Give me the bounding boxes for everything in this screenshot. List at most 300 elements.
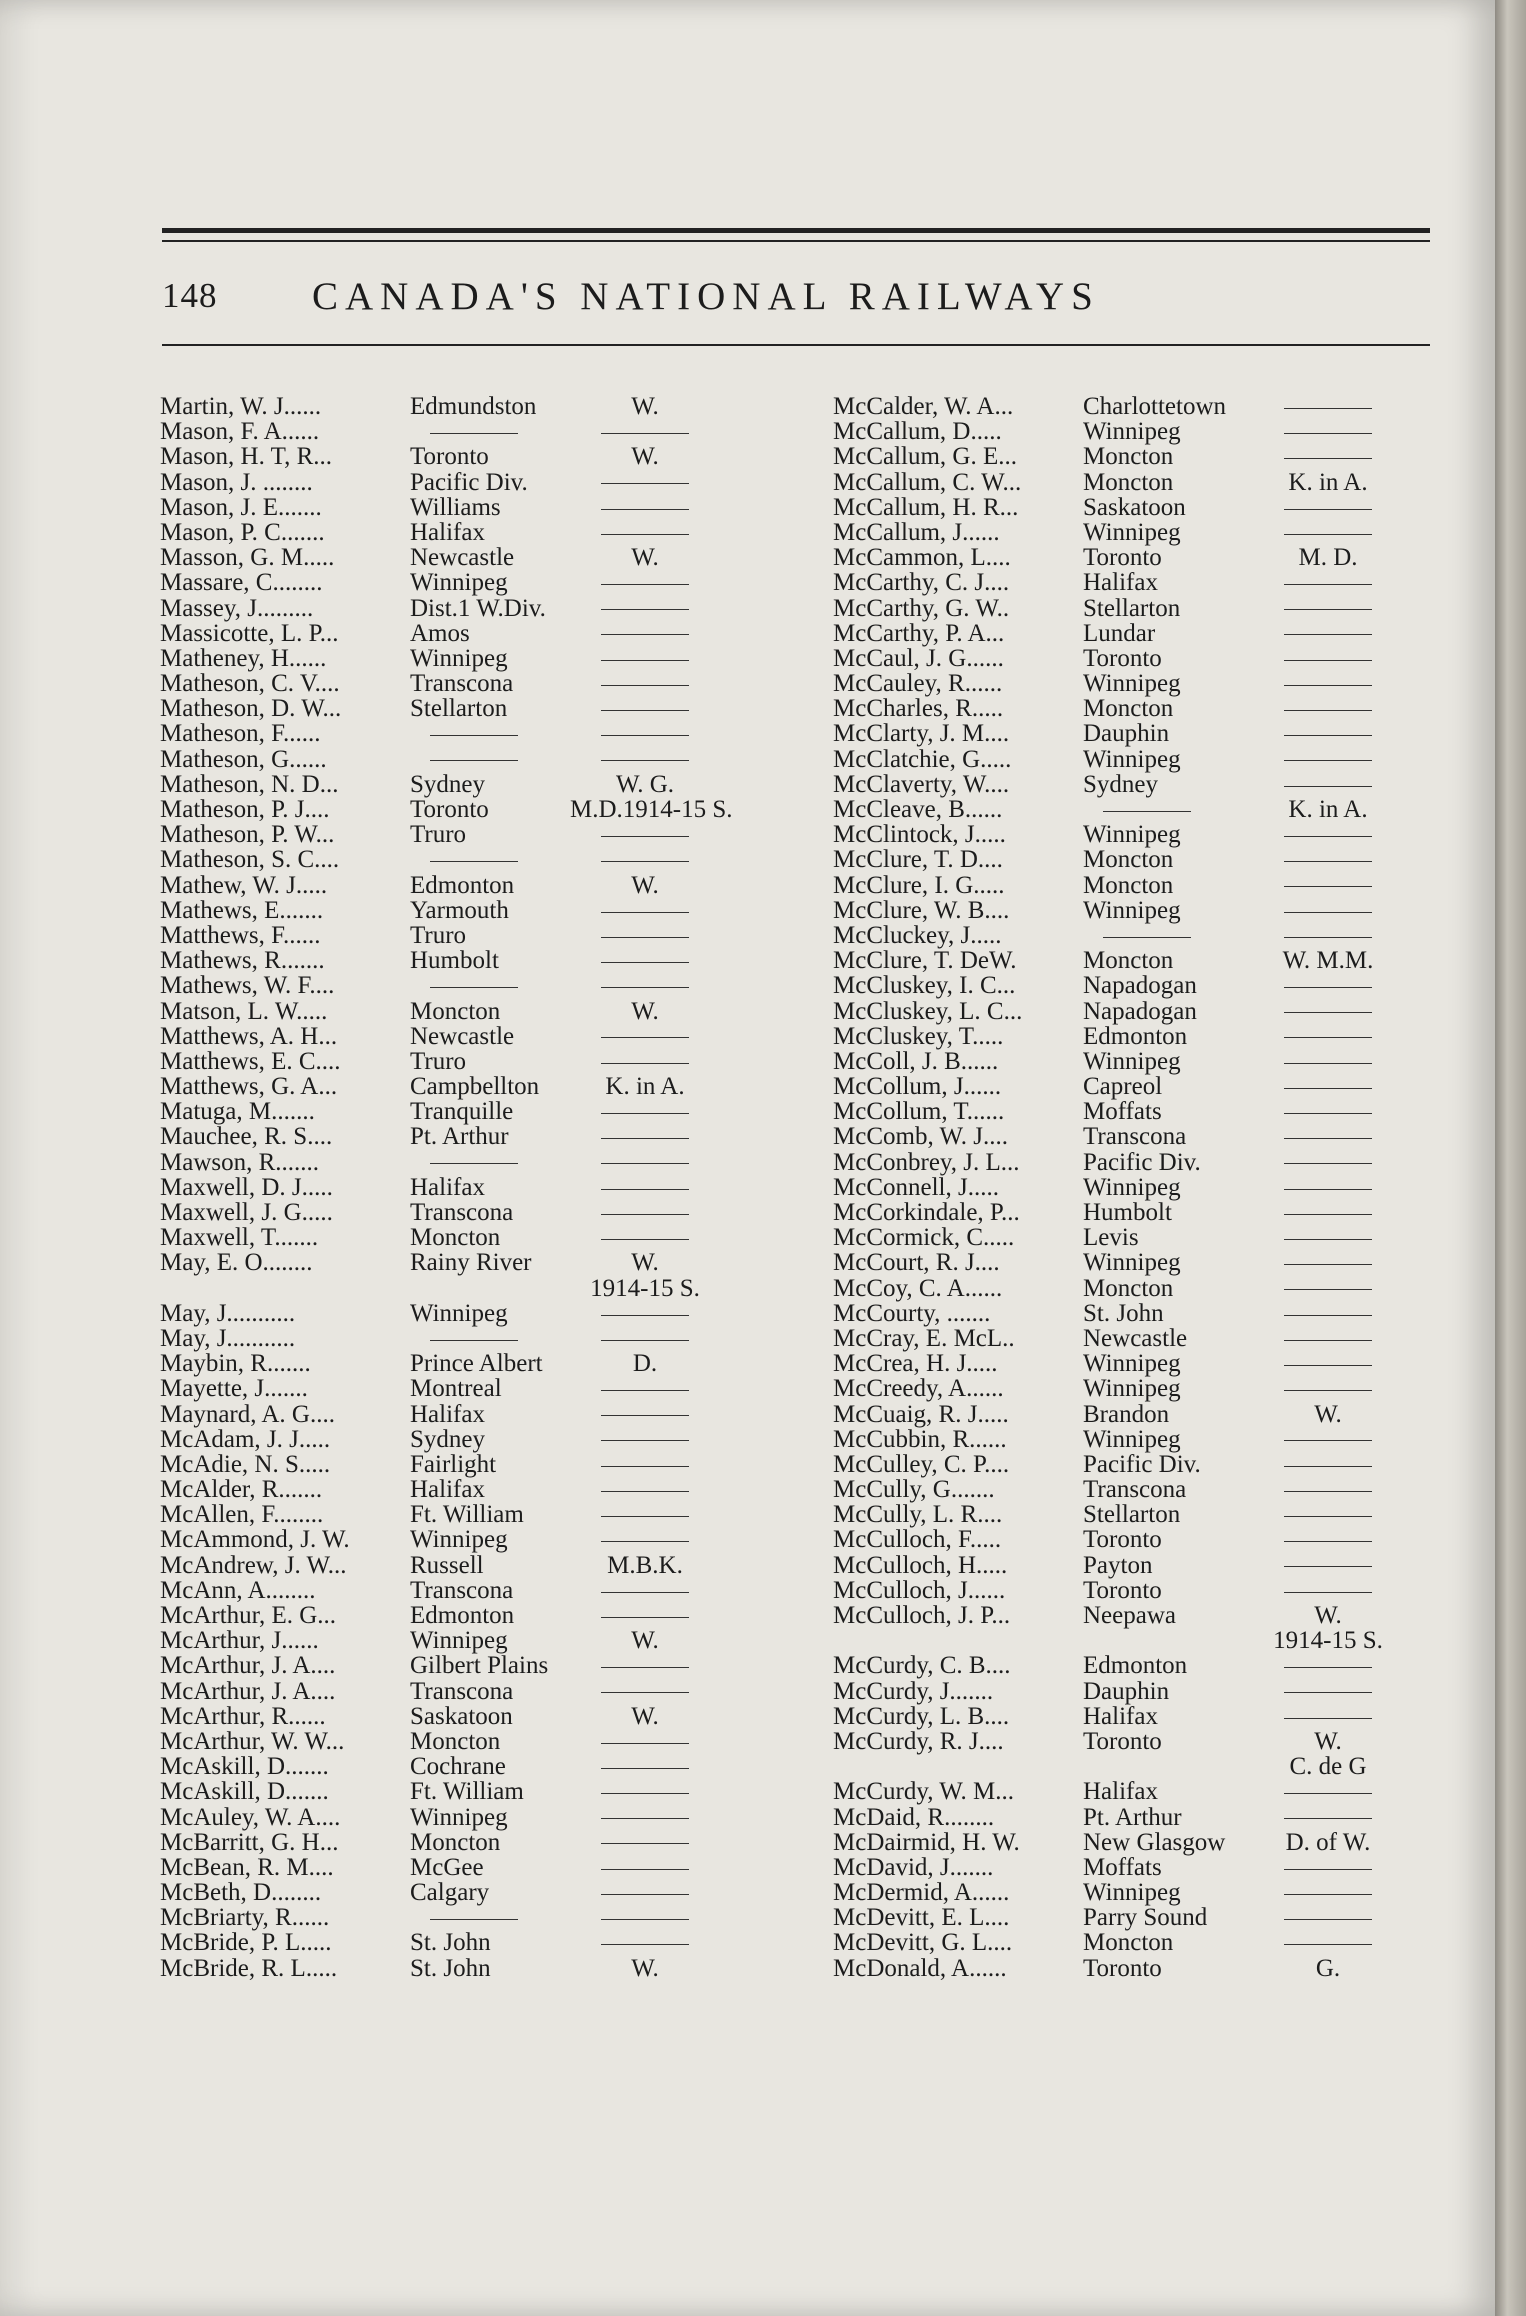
note-blank-rule <box>1284 710 1372 711</box>
employee-name: Mathew, W. J..... <box>160 871 328 899</box>
service-note <box>570 898 720 923</box>
employee-name: McColl, J. B...... <box>833 1047 999 1075</box>
roster-entry <box>160 470 760 495</box>
employee-name: McCurdy, C. B.... <box>833 1652 1011 1680</box>
service-note <box>570 1880 720 1905</box>
roster-entry <box>833 1930 1433 1955</box>
employee-name: McConbrey, J. L... <box>833 1148 1020 1176</box>
roster-entry <box>833 1527 1433 1552</box>
employee-name: Matheson, D. W... <box>160 695 342 723</box>
employee-name: McBride, R. L..... <box>160 1954 338 1982</box>
service-note <box>1253 999 1403 1024</box>
location-blank-rule <box>430 1340 518 1341</box>
note-blank-rule <box>601 609 689 610</box>
service-note <box>570 1779 720 1804</box>
service-note: K. in A. <box>1288 468 1368 496</box>
roster-entry <box>833 923 1433 948</box>
employee-location: Moffats <box>1083 1098 1162 1126</box>
service-note: M.B.K. <box>607 1551 683 1579</box>
service-note <box>1253 495 1403 520</box>
left-column <box>160 394 760 1981</box>
roster-entry <box>833 419 1433 444</box>
note-blank-rule <box>1284 433 1372 434</box>
employee-location: Winnipeg <box>410 1627 508 1655</box>
roster-entry <box>833 1502 1433 1527</box>
roster-entry <box>160 1704 760 1729</box>
note-blank-rule <box>1284 1340 1372 1341</box>
employee-name: McCarthy, G. W.. <box>833 594 1010 622</box>
roster-entry <box>833 570 1433 595</box>
employee-name: Mason, J. ........ <box>160 468 313 496</box>
roster-entry <box>160 1603 760 1628</box>
note-blank-rule <box>601 509 689 510</box>
service-note <box>1253 1880 1403 1905</box>
employee-name: McDermid, A...... <box>833 1879 1010 1907</box>
employee-name: Massey, J......... <box>160 594 314 622</box>
roster-entry <box>160 671 760 696</box>
service-note <box>1253 1250 1403 1275</box>
roster-entry <box>833 1074 1433 1099</box>
employee-location: Newcastle <box>1083 1324 1188 1352</box>
note-blank-rule <box>601 937 689 938</box>
roster-entry <box>160 520 760 545</box>
employee-name: McCaul, J. G...... <box>833 644 1004 672</box>
note-blank-rule <box>1284 660 1372 661</box>
note-blank-rule <box>1284 760 1372 761</box>
employee-name: McCulloch, H..... <box>833 1551 1008 1579</box>
employee-name: Matthews, E. C.... <box>160 1047 341 1075</box>
note-blank-rule <box>601 1315 689 1316</box>
note-blank-rule <box>1284 1793 1372 1794</box>
service-note <box>570 696 720 721</box>
employee-name: McClaverty, W.... <box>833 770 1010 798</box>
service-note <box>570 596 720 621</box>
employee-name: McBriarty, R...... <box>160 1904 330 1932</box>
roster-entry <box>160 1880 760 1905</box>
employee-location: Yarmouth <box>410 896 509 924</box>
service-note <box>1253 772 1403 797</box>
note-blank-rule <box>601 710 689 711</box>
roster-entry <box>160 1905 760 1930</box>
roster-entry <box>833 1956 1433 1981</box>
service-note <box>570 1653 720 1678</box>
roster-entry <box>160 1099 760 1124</box>
employee-location: Winnipeg <box>1083 1173 1181 1201</box>
roster-entry <box>833 1855 1433 1880</box>
employee-name: McCully, L. R.... <box>833 1501 1003 1529</box>
roster-entry <box>160 1250 760 1275</box>
employee-location: Brandon <box>1083 1400 1170 1428</box>
roster-entry <box>833 873 1433 898</box>
note-blank-rule <box>601 1063 689 1064</box>
note-blank-rule <box>1284 1264 1372 1265</box>
service-note: W. <box>631 1702 659 1730</box>
note-blank-rule <box>601 735 689 736</box>
note-blank-rule <box>1284 509 1372 510</box>
service-note: G. <box>1315 1954 1341 1982</box>
roster-entry <box>833 545 1433 570</box>
employee-location: Sydney <box>1083 770 1158 798</box>
employee-name: McCallum, H. R... <box>833 493 1019 521</box>
roster-entry <box>833 1477 1433 1502</box>
note-blank-rule <box>1284 634 1372 635</box>
employee-location <box>410 721 518 746</box>
roster-entry <box>833 1779 1433 1804</box>
service-note <box>1253 1704 1403 1729</box>
service-note <box>1253 1326 1403 1351</box>
service-note <box>570 419 720 444</box>
employee-location: Toronto <box>410 443 489 471</box>
note-blank-rule <box>601 1541 689 1542</box>
employee-name: McCharles, R..... <box>833 695 1004 723</box>
roster-entry <box>160 1200 760 1225</box>
note-blank-rule <box>1284 886 1372 887</box>
employee-name: Mayette, J....... <box>160 1375 308 1403</box>
employee-location: Winnipeg <box>1083 745 1181 773</box>
employee-name: McClarty, J. M.... <box>833 720 1010 748</box>
roster-entry <box>160 621 760 646</box>
employee-name: McAskill, D....... <box>160 1753 329 1781</box>
roster-entry <box>160 570 760 595</box>
employee-name: McClure, T. D.... <box>833 846 1003 874</box>
roster-entry <box>160 444 760 469</box>
employee-location: Halifax <box>1083 1702 1158 1730</box>
note-blank-rule <box>1284 609 1372 610</box>
employee-name: McAdam, J. J..... <box>160 1425 331 1453</box>
roster-entry <box>160 394 760 419</box>
employee-name: McCurdy, J....... <box>833 1677 994 1705</box>
service-note: W. M.M. <box>1282 947 1374 975</box>
service-note <box>570 1502 720 1527</box>
note-blank-rule <box>601 1415 689 1416</box>
roster-entry <box>833 1099 1433 1124</box>
note-blank-rule <box>1284 1088 1372 1089</box>
employee-location: Halifax <box>1083 1778 1158 1806</box>
roster-entry <box>160 1452 760 1477</box>
employee-location: Moncton <box>1083 947 1174 975</box>
employee-location: Toronto <box>410 796 489 823</box>
employee-location <box>410 1326 518 1351</box>
roster-entry <box>833 1351 1433 1376</box>
employee-location: Pt. Arthur <box>410 1123 509 1151</box>
roster-entry <box>160 948 760 973</box>
employee-name: Matuga, M....... <box>160 1098 315 1126</box>
employee-name: McArthur, J...... <box>160 1627 319 1655</box>
employee-name: McCormick, C..... <box>833 1224 1015 1252</box>
note-blank-rule <box>1284 1163 1372 1164</box>
employee-location: Moncton <box>1083 846 1174 874</box>
employee-location: Pt. Arthur <box>1083 1803 1182 1831</box>
employee-location: Dauphin <box>1083 720 1170 748</box>
service-note <box>1253 1502 1403 1527</box>
note-blank-rule <box>601 584 689 585</box>
service-note: D. of W. <box>1285 1828 1371 1856</box>
employee-name: McBride, P. L..... <box>160 1929 332 1957</box>
roster-entry <box>833 721 1433 746</box>
note-blank-rule <box>1284 1440 1372 1441</box>
service-note <box>1253 671 1403 696</box>
employee-name: Mason, P. C....... <box>160 518 325 546</box>
note-blank-rule <box>601 1466 689 1467</box>
employee-location: Transcona <box>1083 1476 1187 1504</box>
roster-entry <box>160 1502 760 1527</box>
employee-location: Truro <box>410 1047 467 1075</box>
service-note <box>1253 1276 1403 1301</box>
note-blank-rule <box>1284 1138 1372 1139</box>
employee-name: Massare, C........ <box>160 569 323 597</box>
service-note: W. <box>631 393 659 420</box>
roster-entry <box>833 747 1433 772</box>
employee-location: Moncton <box>410 1224 501 1252</box>
employee-name: May, E. O........ <box>160 1249 313 1277</box>
roster-entry <box>160 1679 760 1704</box>
running-title: CANADA'S NATIONAL RAILWAYS <box>312 275 1100 318</box>
roster-entry <box>160 1074 760 1099</box>
location-blank-rule <box>1103 937 1191 938</box>
service-note <box>1253 1427 1403 1452</box>
employee-location: Moncton <box>1083 468 1174 496</box>
employee-location: Toronto <box>1083 1576 1162 1604</box>
employee-name: Matheson, G...... <box>160 745 327 773</box>
employee-location: Toronto <box>1083 1727 1162 1755</box>
service-note <box>1253 1175 1403 1200</box>
page-number: 148 <box>162 276 218 315</box>
service-note <box>570 1099 720 1124</box>
roster-entry <box>833 1402 1433 1427</box>
note-blank-rule <box>1284 1919 1372 1920</box>
employee-name: McCluskey, L. C... <box>833 997 1023 1025</box>
service-note <box>570 1124 720 1149</box>
note-blank-rule <box>601 685 689 686</box>
service-note <box>1253 898 1403 923</box>
employee-name: McAlder, R....... <box>160 1476 323 1504</box>
roster-entry <box>160 747 760 772</box>
roster-entry <box>160 1653 760 1678</box>
service-note <box>570 923 720 948</box>
service-note <box>1253 1225 1403 1250</box>
employee-name: McCulloch, F..... <box>833 1526 1002 1554</box>
service-note <box>570 1049 720 1074</box>
employee-name: McCluskey, T..... <box>833 1022 1004 1050</box>
service-note <box>1253 873 1403 898</box>
service-note <box>1253 1905 1403 1930</box>
employee-location: Prince Albert <box>410 1350 543 1378</box>
note-blank-rule <box>601 1793 689 1794</box>
note-blank-rule <box>601 1390 689 1391</box>
service-note <box>1253 570 1403 595</box>
employee-name: May, J........... <box>160 1324 296 1352</box>
location-blank-rule <box>430 1163 518 1164</box>
employee-location: Saskatoon <box>1083 493 1186 521</box>
roster-entry <box>160 1578 760 1603</box>
roster-entry <box>833 1024 1433 1049</box>
roster-entry <box>160 1225 760 1250</box>
note-blank-rule <box>601 1869 689 1870</box>
note-blank-rule <box>1284 1012 1372 1013</box>
employee-location: McGee <box>410 1853 484 1881</box>
service-note: 1914-15 S. <box>590 1274 700 1302</box>
service-note <box>570 1326 720 1351</box>
employee-name: McArthur, J. A.... <box>160 1652 336 1680</box>
employee-location: Transcona <box>410 1677 514 1705</box>
note-blank-rule <box>601 1818 689 1819</box>
employee-location: Transcona <box>410 1199 514 1226</box>
service-note <box>570 1754 720 1779</box>
employee-location: Newcastle <box>410 1022 515 1050</box>
roster-entry <box>833 470 1433 495</box>
employee-name: McDevitt, E. L.... <box>833 1904 1010 1932</box>
employee-location <box>410 747 518 772</box>
employee-name: May, J........... <box>160 1299 296 1327</box>
employee-name: Matheson, S. C.... <box>160 846 340 874</box>
roster-entry <box>833 621 1433 646</box>
service-note <box>570 1301 720 1326</box>
service-note <box>1253 923 1403 948</box>
note-blank-rule <box>1284 1466 1372 1467</box>
note-blank-rule <box>601 483 689 484</box>
employee-name: McArthur, W. W... <box>160 1727 345 1755</box>
employee-name: McClatchie, G..... <box>833 745 1012 773</box>
service-note <box>570 1527 720 1552</box>
service-note <box>1253 1553 1403 1578</box>
note-blank-rule <box>1284 836 1372 837</box>
note-blank-rule <box>1284 786 1372 787</box>
note-blank-rule <box>1284 1541 1372 1542</box>
service-note: W. <box>1314 1400 1342 1428</box>
employee-location: Napadogan <box>1083 972 1197 1000</box>
employee-location: Stellarton <box>1083 594 1181 622</box>
note-blank-rule <box>601 1214 689 1215</box>
employee-location: Edmonton <box>410 1602 515 1629</box>
service-note <box>570 495 720 520</box>
employee-name: Martin, W. J...... <box>160 393 322 420</box>
employee-location: Rainy River <box>410 1249 532 1277</box>
roster-entry <box>833 1376 1433 1401</box>
roster-entry <box>833 444 1433 469</box>
employee-location: Moncton <box>1083 1929 1174 1957</box>
employee-name: McDavid, J....... <box>833 1853 994 1881</box>
roster-entry <box>160 596 760 621</box>
roster-entry <box>160 1855 760 1880</box>
employee-location: Sydney <box>410 770 485 798</box>
employee-location: Sydney <box>410 1425 485 1453</box>
note-blank-rule <box>1284 912 1372 913</box>
note-blank-rule <box>1284 1365 1372 1366</box>
service-note <box>570 470 720 495</box>
roster-entry <box>160 973 760 998</box>
employee-name: McAskill, D....... <box>160 1778 329 1806</box>
note-blank-rule <box>1284 1566 1372 1567</box>
roster-entry <box>160 545 760 570</box>
roster-entry <box>160 1779 760 1804</box>
employee-location: Pacific Div. <box>410 468 528 496</box>
employee-name: Maxwell, T....... <box>160 1224 319 1252</box>
roster-entry <box>833 394 1433 419</box>
employee-name: McClure, T. DeW. <box>833 947 1017 975</box>
employee-name: Maxwell, D. J..... <box>160 1173 333 1201</box>
employee-location: Stellarton <box>1083 1501 1181 1529</box>
roster-entry <box>833 797 1433 822</box>
employee-name: McDonald, A...... <box>833 1954 1007 1982</box>
note-blank-rule <box>601 987 689 988</box>
employee-location: Halifax <box>410 1173 485 1201</box>
employee-name: McCray, E. McL.. <box>833 1324 1015 1352</box>
employee-location: Ft. William <box>410 1778 524 1806</box>
employee-location: Moncton <box>410 997 501 1025</box>
employee-location: Moncton <box>410 1828 501 1856</box>
roster-entry <box>833 520 1433 545</box>
service-note: W. <box>1314 1727 1342 1755</box>
employee-name: McCurdy, W. M... <box>833 1778 1015 1806</box>
page-edge <box>1495 0 1526 2316</box>
note-blank-rule <box>601 962 689 963</box>
service-note <box>1253 1124 1403 1149</box>
roster-entry <box>833 1805 1433 1830</box>
employee-location: Charlottetown <box>1083 393 1227 420</box>
employee-name: McCubbin, R...... <box>833 1425 1007 1453</box>
employee-location: Winnipeg <box>1083 896 1181 924</box>
roster-entry <box>833 1578 1433 1603</box>
employee-name: Mawson, R....... <box>160 1148 320 1176</box>
employee-location: Winnipeg <box>410 569 508 597</box>
employee-location: Pacific Div. <box>1083 1148 1201 1176</box>
employee-name: McDaid, R........ <box>833 1803 995 1831</box>
employee-location: Winnipeg <box>1083 518 1181 546</box>
service-note: W. <box>1314 1602 1342 1629</box>
employee-name: McCluskey, I. C... <box>833 972 1016 1000</box>
employee-location: Williams <box>410 493 501 521</box>
roster-entry <box>160 1477 760 1502</box>
roster-entry <box>833 1603 1433 1628</box>
location-blank-rule <box>430 861 518 862</box>
employee-location: Levis <box>1083 1224 1139 1252</box>
note-blank-rule <box>601 1617 689 1618</box>
service-note <box>1253 1049 1403 1074</box>
roster-entry <box>160 797 760 822</box>
employee-name: Mauchee, R. S.... <box>160 1123 333 1151</box>
employee-name: McCluckey, J..... <box>833 921 1002 949</box>
note-blank-rule <box>601 1743 689 1744</box>
service-note <box>1253 1578 1403 1603</box>
service-note: W. <box>631 443 659 471</box>
roster-entry <box>160 822 760 847</box>
note-blank-rule <box>601 1340 689 1341</box>
note-blank-rule <box>601 1843 689 1844</box>
roster-entry <box>160 847 760 872</box>
roster-entry <box>833 999 1433 1024</box>
service-note <box>570 1578 720 1603</box>
roster-entry <box>160 1956 760 1981</box>
employee-name: Maynard, A. G.... <box>160 1400 335 1428</box>
service-note: W. <box>631 544 659 572</box>
header-rule-thin <box>162 240 1430 242</box>
header-rule-thick <box>162 228 1430 233</box>
note-blank-rule <box>601 760 689 761</box>
employee-name: Maybin, R....... <box>160 1350 311 1378</box>
service-note <box>570 646 720 671</box>
employee-location: Transcona <box>1083 1123 1187 1151</box>
employee-name: McAdie, N. S..... <box>160 1450 331 1478</box>
right-column <box>833 394 1433 1981</box>
service-note: M. D. <box>1298 544 1358 572</box>
employee-location <box>410 1905 518 1930</box>
service-note <box>1253 596 1403 621</box>
employee-name: McCauley, R...... <box>833 670 1003 698</box>
employee-location: Winnipeg <box>1083 1249 1181 1277</box>
note-blank-rule <box>601 660 689 661</box>
employee-location: Payton <box>1083 1551 1153 1579</box>
service-note <box>1253 444 1403 469</box>
